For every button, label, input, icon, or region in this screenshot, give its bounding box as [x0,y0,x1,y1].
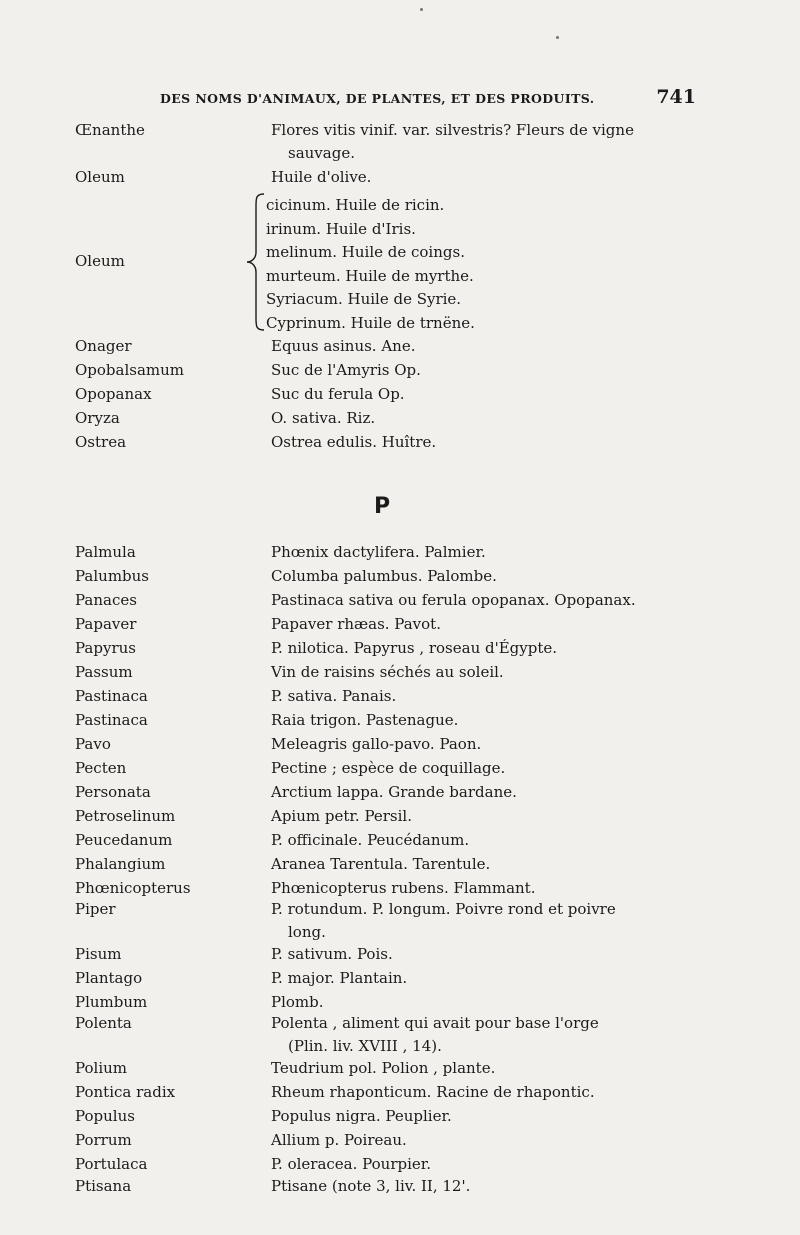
entry-translation-line: Pastinaca sativa ou ferula opopanax. Opopanax. [271,591,636,609]
entry-translation [271,853,699,876]
entry-latin-term: Porrum [75,1131,132,1149]
entry-translation [271,431,699,454]
entry-translation-line: Suc du ferula Op. [271,385,405,403]
entry-latin-term: Piper [75,900,116,918]
oleum-group-item: murteum. Huile de myrthe. [266,266,474,285]
entry-latin-term: Plantago [75,969,143,987]
entry-translation [271,733,699,756]
entry-translation-line: Apium petr. Persil. [271,807,412,825]
entry-translation [271,637,699,660]
oleum-group-item: Cyprinum. Huile de trnëne. [266,313,475,332]
entry-latin-term: Ostrea [75,433,127,451]
entry-translation [271,829,699,852]
entry-translation-line: Suc de l'Amyris Op. [271,361,421,379]
entry-latin-term: Pastinaca [75,711,148,729]
entry-translation-line: Pectine ; espèce de coquillage. [271,759,506,777]
entry-latin-term: Panaces [75,591,137,609]
entry-latin-term: Papyrus [75,639,136,657]
entry-latin-term: Opopanax [75,385,152,403]
entry-latin-term: Polium [75,1059,127,1077]
entry-translation [271,898,699,944]
entry-translation [271,335,699,358]
entry-translation-line: Ptisane (note 3, liv. II, 12'. [271,1177,471,1195]
page-number: 741 [656,86,696,108]
print-speck [420,8,423,11]
entry-translation [271,1129,699,1152]
running-header-title: DES NOMS D'ANIMAUX, DE PLANTES, ET DES PRODUITS. [160,91,595,106]
entry-translation-line: Vin de raisins séchés au soleil. [271,663,504,681]
entry-translation [271,166,699,189]
entry-translation-line: P. oleracea. Pourpier. [271,1155,432,1173]
entry-latin-term: Populus [75,1107,135,1125]
entry-latin-term: Onager [75,337,132,355]
entry-translation [271,119,699,165]
entry-translation [271,1105,699,1128]
entry-translation-line: P. rotundum. P. longum. Poivre rond et poivre [271,900,616,918]
entry-latin-term: Phœnicopterus [75,879,191,897]
entry-translation-line: Raia trigon. Pastenague. [271,711,459,729]
entry-translation-line: Ostrea edulis. Huître. [271,433,437,451]
entry-latin-term: Pastinaca [75,687,148,705]
entry-latin-term: Peucedanum [75,831,173,849]
entry-latin-term: Personata [75,783,151,801]
entry-latin-term: Polenta [75,1014,132,1032]
entry-translation [271,1057,699,1080]
entry-translation [271,589,699,612]
entry-translation [271,407,699,430]
entry-translation [271,757,699,780]
entry-translation-line: P. sativa. Panais. [271,687,397,705]
entry-translation-line: (Plin. liv. XVIII , 14). [288,1037,442,1055]
entry-translation [271,565,699,588]
entry-translation-line: P. major. Plantain. [271,969,408,987]
section-letter: P [374,494,391,519]
entry-latin-term: Ptisana [75,1177,132,1195]
entry-translation [271,805,699,828]
curly-brace-icon [244,192,266,332]
entry-latin-oleum-group: Oleum [75,252,125,270]
entry-latin-term: Œnanthe [75,121,145,139]
entry-translation-line: Teudrium pol. Polion , plante. [271,1059,496,1077]
entry-translation-line: Papaver rhæas. Pavot. [271,615,441,633]
entry-translation [271,613,699,636]
entry-latin-term: Opobalsamum [75,361,185,379]
entry-translation-line: sauvage. [288,144,355,162]
entry-translation-line: O. sativa. Riz. [271,409,376,427]
oleum-group-item: Syriacum. Huile de Syrie. [266,290,462,309]
entry-translation-line: P. officinale. Peucédanum. [271,831,470,849]
entry-translation [271,967,699,990]
entry-latin-term: Papaver [75,615,137,633]
entry-translation-line: Arctium lappa. Grande bardane. [271,783,517,801]
entry-translation-line: Rheum rhaponticum. Racine de rhapontic. [271,1083,595,1101]
print-speck [556,36,559,39]
entry-translation [271,877,699,900]
oleum-group-list [266,194,475,336]
entry-translation [271,661,699,684]
entry-translation-line: Huile d'olive. [271,168,372,186]
entry-translation-line: P. sativum. Pois. [271,945,393,963]
entry-latin-term: Oryza [75,409,120,427]
entry-latin-term: Plumbum [75,993,148,1011]
oleum-group-item: cicinum. Huile de ricin. [266,196,445,214]
entry-latin-term: Portulaca [75,1155,148,1173]
oleum-group-item: melinum. Huile de coings. [266,243,465,262]
entry-translation-line: P. nilotica. Papyrus , roseau d'Égypte. [271,639,558,657]
entry-translation [271,359,699,382]
entry-translation-line: Plomb. [271,993,324,1011]
entry-latin-term: Pavo [75,735,111,753]
entry-translation-line: Equus asinus. Ane. [271,337,416,355]
entry-translation [271,1012,699,1058]
entry-translation [271,1153,699,1176]
entry-latin-term: Palumbus [75,567,150,585]
oleum-group-item: irinum. Huile d'Iris. [266,219,416,238]
entry-translation [271,781,699,804]
entry-latin-term: Petroselinum [75,807,176,825]
entry-latin-term: Pisum [75,945,122,963]
entry-translation-line: Phœnix dactylifera. Palmier. [271,543,486,561]
entry-translation-line: Populus nigra. Peuplier. [271,1107,452,1125]
entry-latin-term: Pecten [75,759,127,777]
running-header [160,86,696,110]
entry-translation [271,709,699,732]
entry-translation [271,1081,699,1104]
entry-translation-line: Aranea Tarentula. Tarentule. [271,855,491,873]
entry-latin-term: Phalangium [75,855,166,873]
entry-translation-line: Polenta , aliment qui avait pour base l'orge [271,1014,599,1032]
entry-translation-line: Flores vitis vinif. var. silvestris? Fleurs de vigne [271,121,634,139]
entry-latin-term: Palmula [75,543,136,561]
entry-translation-line: long. [288,923,326,941]
entry-latin-term: Oleum [75,168,125,186]
entry-latin-term: Pontica radix [75,1083,176,1101]
entry-translation [271,991,699,1014]
entry-translation [271,685,699,708]
entry-translation-line: Meleagris gallo-pavo. Paon. [271,735,482,753]
entry-translation-line: Columba palumbus. Palombe. [271,567,497,585]
entry-translation-line: Allium p. Poireau. [271,1131,407,1149]
entry-translation-line: Phœnicopterus rubens. Flammant. [271,879,536,897]
entry-translation [271,1175,699,1198]
entry-translation [271,541,699,564]
entry-translation [271,383,699,406]
entry-translation [271,943,699,966]
entry-latin-term: Passum [75,663,133,681]
